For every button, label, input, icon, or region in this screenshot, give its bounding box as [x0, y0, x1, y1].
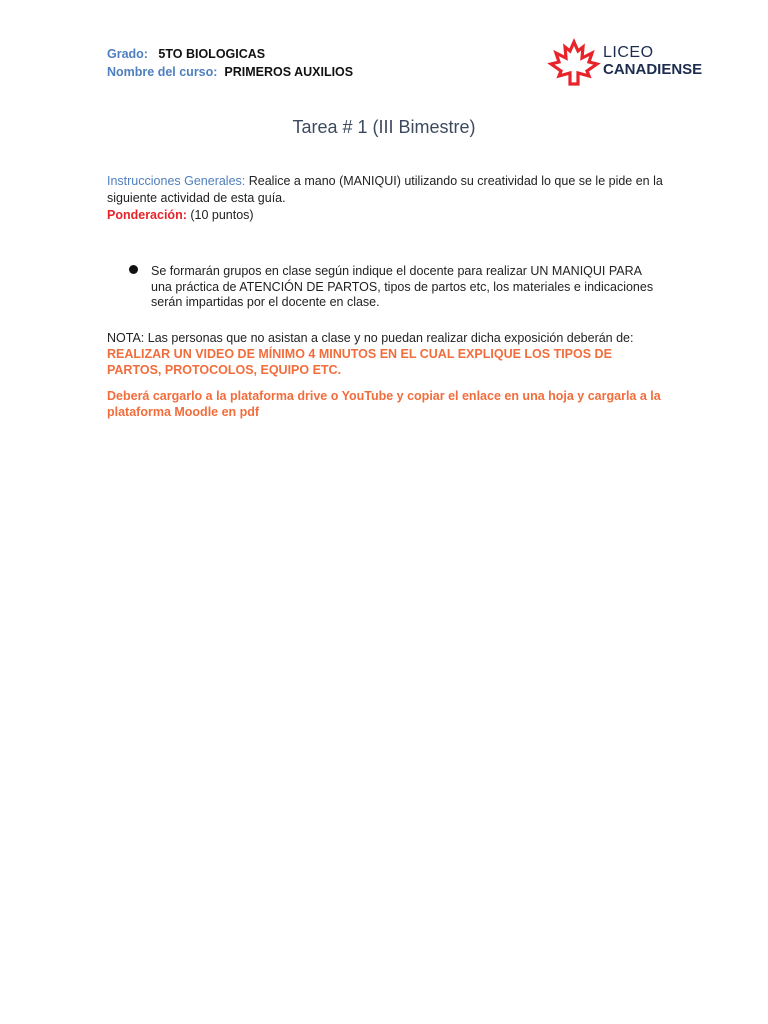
school-logo — [545, 36, 705, 88]
bullet-line-2: una práctica de ATENCIÓN DE PARTOS, tipos de partos etc, los materiales e indicaciones serán impartidas por el docente en clase. — [151, 280, 654, 309]
instructions-text: Realice a mano (MANIQUI) utilizando su creatividad lo que se le pide en la siguiente actividad de esta guía. — [107, 174, 663, 205]
weighting — [107, 207, 667, 224]
general-instructions — [107, 173, 667, 206]
grade-value: 5TO BIOLOGICAS — [158, 47, 266, 61]
bullet-icon — [129, 265, 138, 274]
grade-label: Grado: — [107, 47, 148, 61]
bullet-line-1: Se formarán grupos en clase según indique el docente para realizar UN MANIQUI PARA — [151, 264, 642, 278]
page-title: Tarea # 1 (III Bimestre) — [292, 117, 476, 137]
weighting-label: Ponderación: — [107, 208, 187, 222]
course-value: PRIMEROS AUXILIOS — [224, 65, 354, 79]
logo-text-canadiense: CANADIENSE — [603, 61, 703, 78]
course-line — [107, 65, 353, 79]
logo-text-liceo: LICEO — [603, 44, 654, 61]
course-label: Nombre del curso: — [107, 65, 218, 79]
grade-line — [107, 47, 265, 61]
upload-requirement: Deberá cargarlo a la plataforma drive o YouTube y copiar el enlace en una hoja y cargarla a la plataforma Moodle en pdf — [107, 389, 661, 419]
video-requirement: REALIZAR UN VIDEO DE MÍNIMO 4 MINUTOS EN EL CUAL EXPLIQUE LOS TIPOS DE PARTOS, PROTOCOLOS, EQUIPO ETC. — [107, 347, 612, 377]
note-text: NOTA: Las personas que no asistan a clase y no puedan realizar dicha exposición deberán de: — [107, 331, 634, 345]
maple-leaf-icon — [547, 38, 601, 86]
bullet-item — [151, 263, 671, 310]
instructions-label: Instrucciones Generales: — [107, 174, 246, 188]
weighting-text: (10 puntos) — [186, 208, 254, 222]
